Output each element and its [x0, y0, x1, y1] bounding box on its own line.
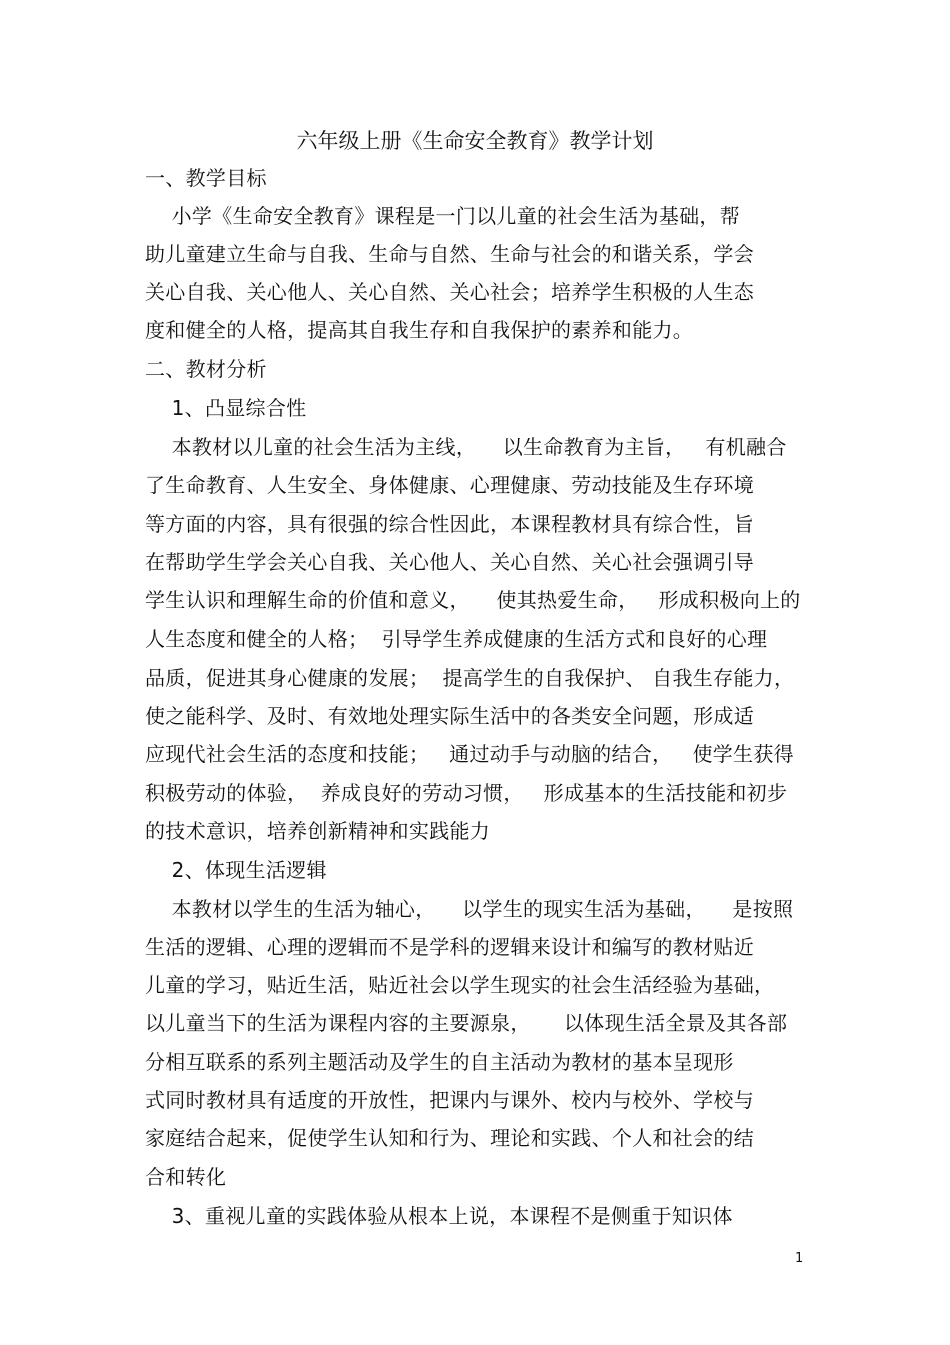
paragraph-line: 分相互联系的系列主题活动及学生的自主活动为教材的基本呈现形	[145, 1050, 734, 1074]
paragraph-line: 关心自我、关心他人、关心自然、关心社会；培养学生积极的人生态	[145, 280, 754, 304]
subheading-comprehensive: 1、凸显综合性	[145, 396, 307, 420]
paragraph-line: 在帮助学生学会关心自我、关心他人、关心自然、关心社会强调引导	[145, 550, 754, 574]
paragraph-line: 以儿童当下的生活为课程内容的主要源泉， 以体现生活全景及其各部	[145, 1011, 788, 1035]
paragraph-line: 本教材以学生的生活为轴心， 以学生的现实生活为基础， 是按照	[145, 897, 794, 921]
paragraph-line: 家庭结合起来，促使学生认知和行为、理论和实践、个人和社会的结	[145, 1126, 754, 1150]
subheading-practice-experience: 3、重视儿童的实践体验从根本上说，本课程不是侧重于知识体	[145, 1204, 733, 1228]
paragraph-line: 合和转化	[145, 1165, 227, 1189]
paragraph-line: 人生态度和健全的人格； 引导学生养成健康的生活方式和良好的心理	[145, 627, 768, 651]
paragraph-line: 应现代社会生活的态度和技能； 通过动手与动脑的结合， 使学生获得	[145, 742, 794, 766]
paragraph-line: 品质，促进其身心健康的发展； 提高学生的自我保护、 自我生存能力，	[145, 666, 795, 690]
paragraph-line: 儿童的学习，贴近生活，贴近社会以学生现实的社会生活经验为基础，	[145, 973, 775, 997]
paragraph-line: 等方面的内容，具有很强的综合性因此，本课程教材具有综合性，旨	[145, 512, 754, 536]
page-number: 1	[795, 1251, 804, 1266]
paragraph-line: 小学《生命安全教育》课程是一门以儿童的社会生活为基础，帮	[145, 204, 741, 228]
paragraph-line: 学生认识和理解生命的价值和意义， 使其热爱生命， 形成积极向上的	[145, 588, 801, 612]
paragraph-line: 助儿童建立生命与自我、生命与自然、生命与社会的和谐关系，学会	[145, 242, 754, 266]
paragraph-line: 了生命教育、人生安全、身体健康、心理健康、劳动技能及生存环境	[145, 473, 754, 497]
paragraph-line: 积极劳动的体验， 养成良好的劳动习惯， 形成基本的生活技能和初步	[145, 781, 788, 805]
heading-material-analysis: 二、教材分析	[145, 357, 267, 381]
paragraph-line: 式同时教材具有适度的开放性，把课内与课外、校内与校外、学校与	[145, 1088, 754, 1112]
paragraph-line: 使之能科学、及时、有效地处理实际生活中的各类安全问题，形成适	[145, 704, 754, 728]
document-title: 六年级上册《生命安全教育》教学计划	[296, 129, 654, 153]
paragraph-line: 的技术意识，培养创新精神和实践能力	[145, 819, 491, 843]
heading-teaching-goals: 一、教学目标	[145, 166, 267, 190]
subheading-life-logic: 2、体现生活逻辑	[145, 858, 327, 882]
paragraph-line: 度和健全的人格，提高其自我生存和自我保护的素养和能力。	[145, 318, 694, 342]
paragraph-line: 本教材以儿童的社会生活为主线， 以生命教育为主旨， 有机融合	[145, 435, 787, 459]
paragraph-line: 生活的逻辑、心理的逻辑而不是学科的逻辑来设计和编写的教材贴近	[145, 935, 754, 959]
